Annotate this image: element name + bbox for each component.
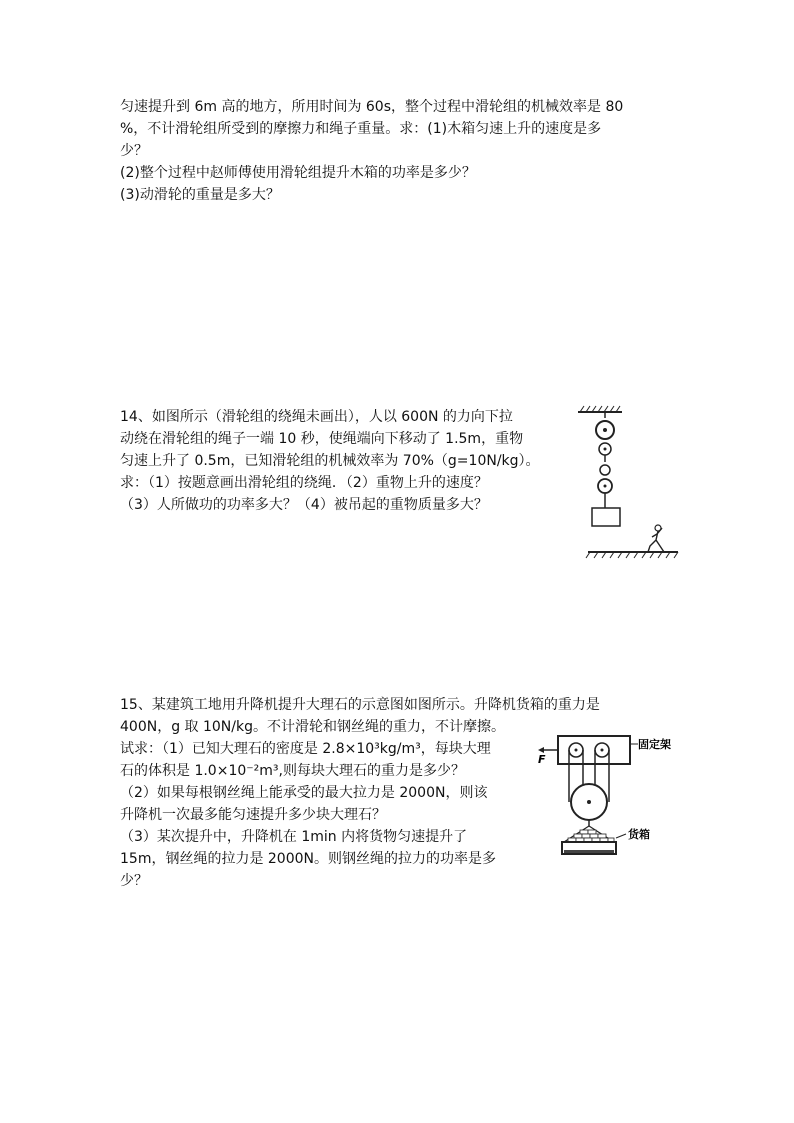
q15-line-8: 15m，钢丝绳的拉力是 2000N。则钢丝绳的拉力的功率是多 bbox=[120, 851, 497, 867]
q13-line-2: %，不计滑轮组所受到的摩擦力和绳子重量。求：(1)木箱匀速上升的速度是多 bbox=[120, 121, 602, 137]
q15-line-4: 石的体积是 1.0×10⁻²m³,则每块大理石的重力是多少？ bbox=[120, 763, 465, 779]
q15-line-7: （3）某次提升中，升降机在 1min 内将货物匀速提升了 bbox=[120, 829, 468, 845]
q14-line-4: 求：（1）按题意画出滑轮组的绕绳．（2）重物上升的速度？ bbox=[120, 475, 488, 491]
q13-line-5: (3)动滑轮的重量是多大？ bbox=[120, 187, 280, 203]
label-fixed-frame: 固定架 bbox=[638, 738, 671, 751]
question-14 bbox=[120, 406, 575, 516]
q14-line-3: 匀速上升了 0.5m，已知滑轮组的机械效率为 70%（g=10N/kg）。 bbox=[120, 453, 540, 469]
q13-line-3: 少？ bbox=[120, 143, 148, 159]
q13-line-4: (2)整个过程中赵师傅使用滑轮组提升木箱的功率是多少？ bbox=[120, 165, 476, 181]
pulley-system-figure bbox=[572, 404, 680, 560]
q15-line-5: （2）如果每根钢丝绳上能承受的最大拉力是 2000N，则该 bbox=[120, 785, 488, 801]
label-force: F bbox=[538, 753, 546, 766]
question-15 bbox=[120, 694, 600, 892]
q15-line-2: 400N，g 取 10N/kg。不计滑轮和钢丝绳的重力，不计摩擦。 bbox=[120, 719, 505, 735]
elevator-figure bbox=[534, 730, 684, 860]
q14-line-5: （3）人所做功的功率多大？（4）被吊起的重物质量多大？ bbox=[120, 497, 488, 513]
q15-line-6: 升降机一次最多能匀速提升多少块大理石？ bbox=[120, 807, 386, 823]
q13-line-1: 匀速提升到 6m 高的地方，所用时间为 60s，整个过程中滑轮组的机械效率是 80 bbox=[120, 99, 624, 115]
question-13-continued bbox=[120, 96, 680, 206]
q14-line-2: 动绕在滑轮组的绳子一端 10 秒，使绳端向下移动了 1.5m，重物 bbox=[120, 431, 524, 447]
label-cargo-box: 货箱 bbox=[628, 828, 650, 841]
q15-line-9: 少？ bbox=[120, 873, 148, 889]
q15-line-3: 试求：（1）已知大理石的密度是 2.8×10³kg/m³，每块大理 bbox=[120, 741, 491, 757]
q15-line-1: 15、某建筑工地用升降机提升大理石的示意图如图所示。升降机货箱的重力是 bbox=[120, 697, 600, 713]
q14-line-1: 14、如图所示（滑轮组的绕绳未画出），人以 600N 的力向下拉 bbox=[120, 409, 513, 425]
